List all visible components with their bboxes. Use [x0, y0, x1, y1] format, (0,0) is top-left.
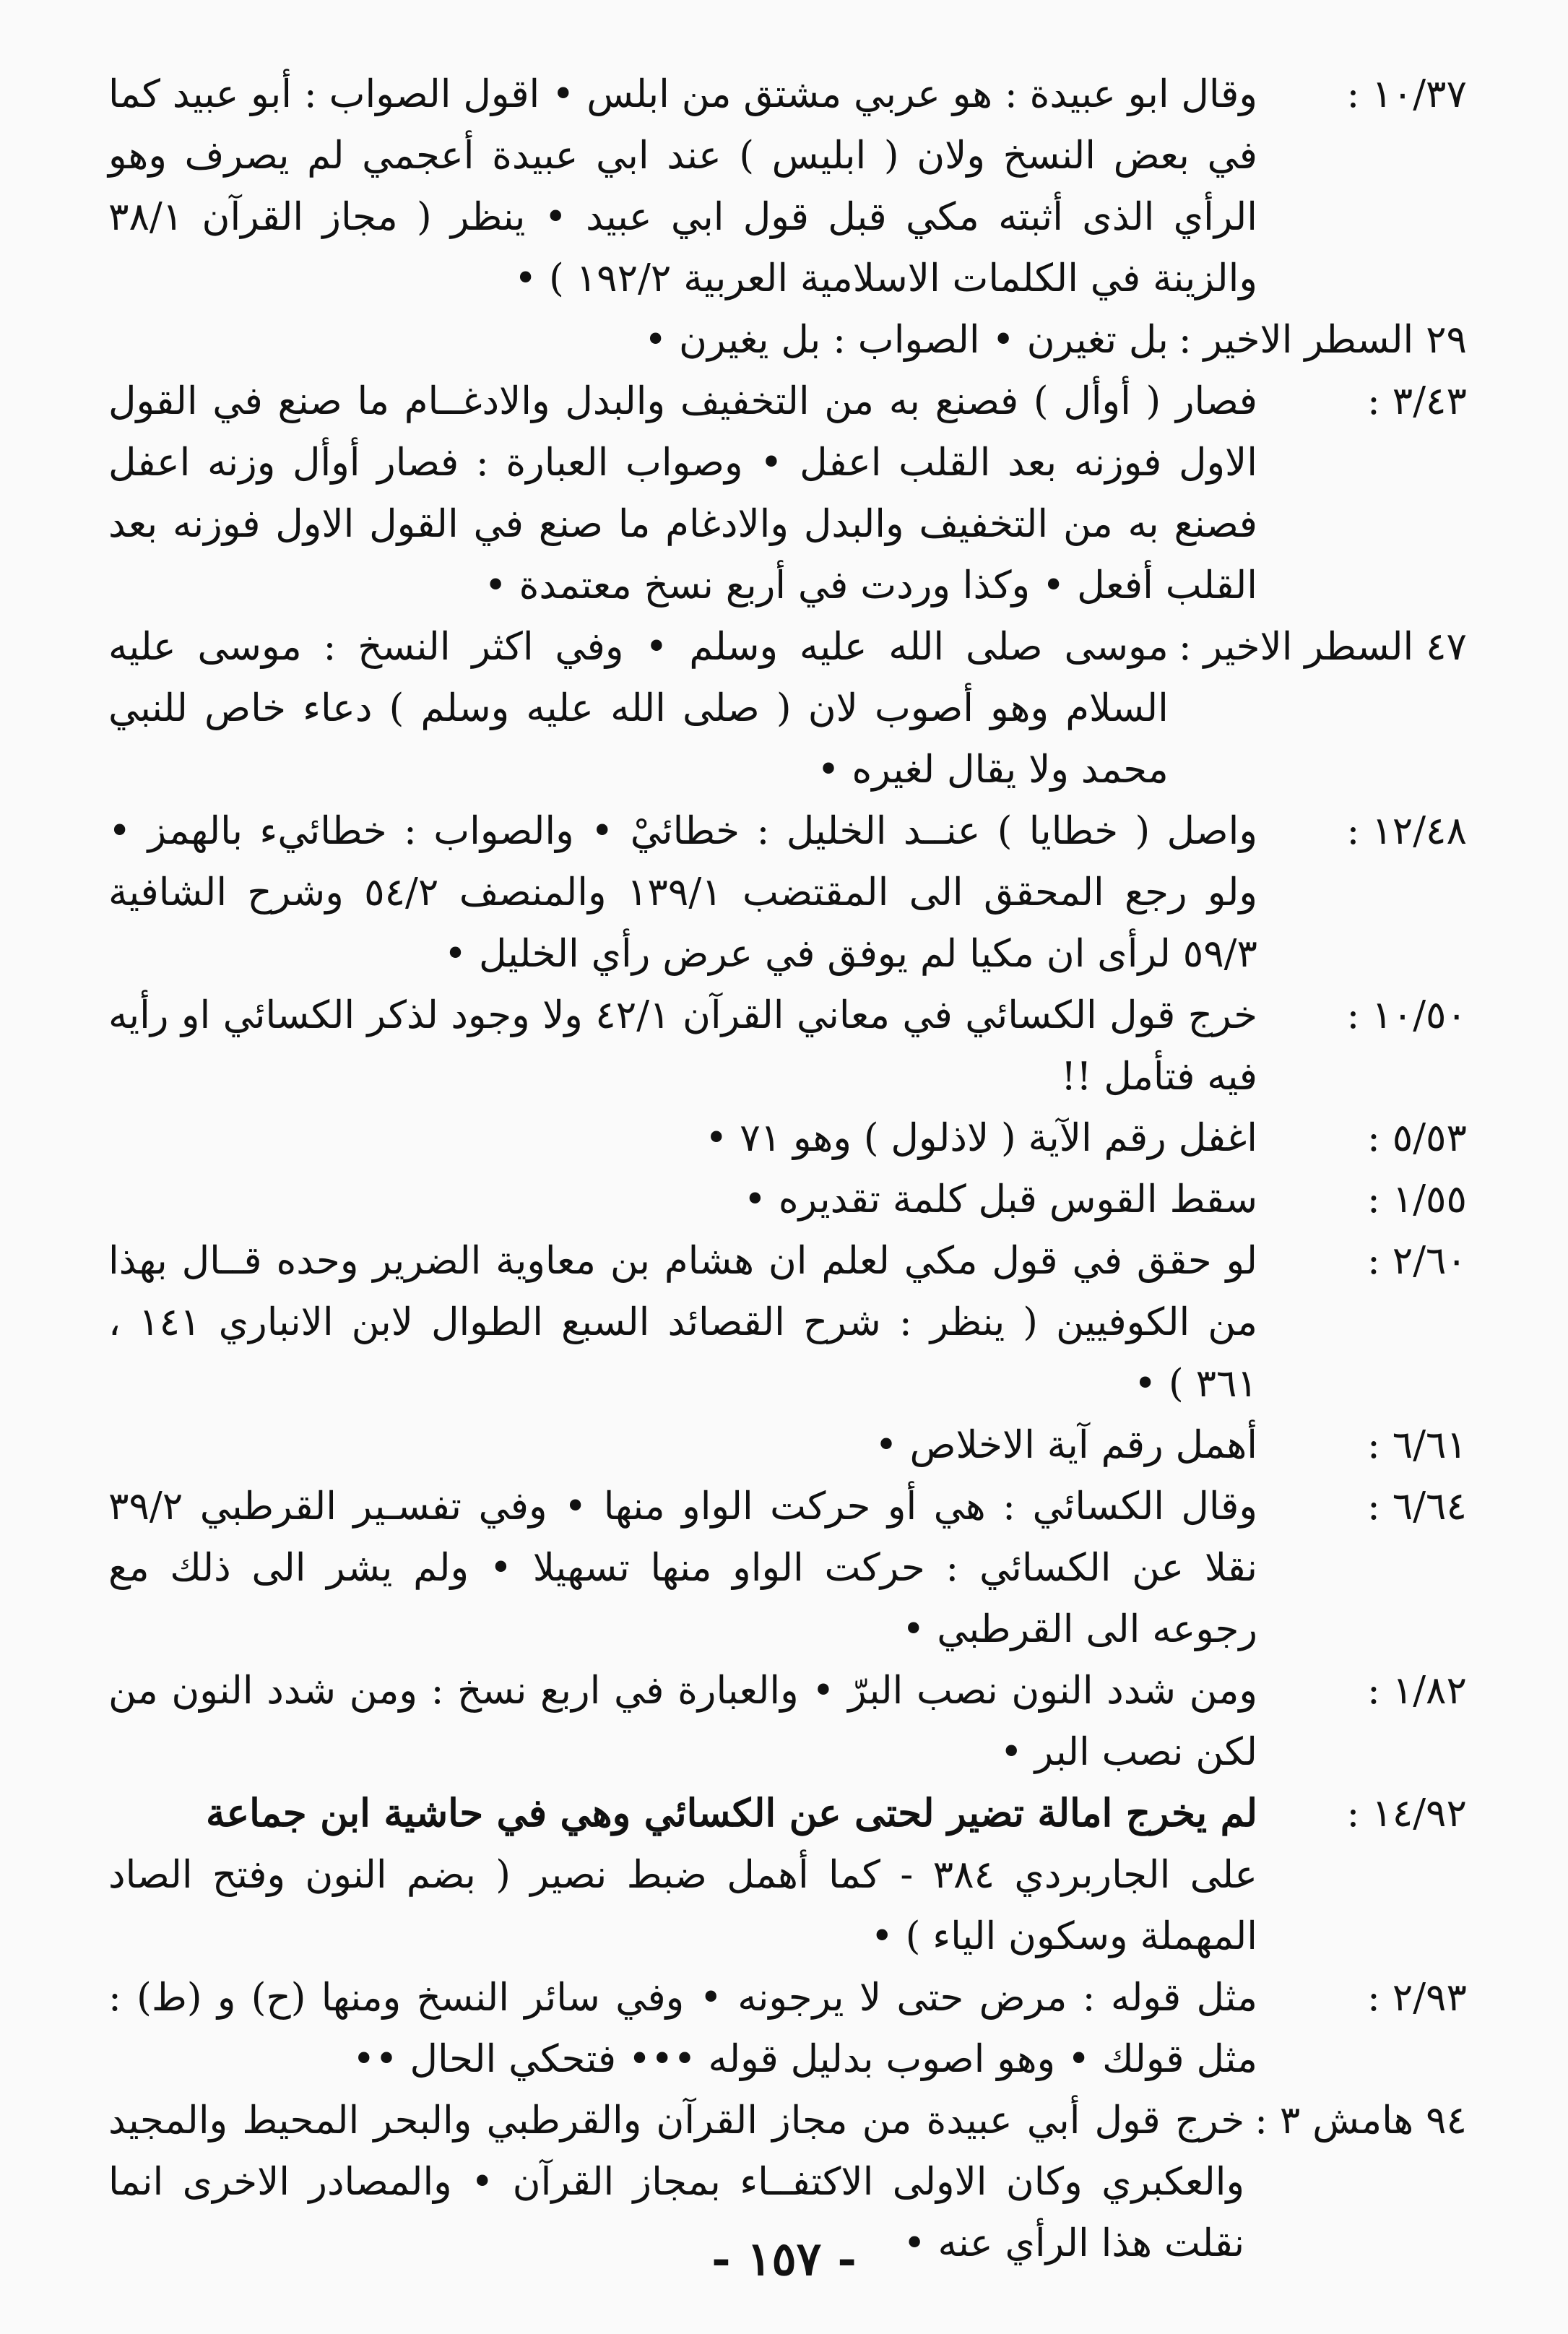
- entry-text: على الجاربردي ٣٨٤ - كما أهمل ضبط نصير ( بضم النون وفتح الصاد المهملة وسكون الياء ) •: [108, 1853, 1257, 1958]
- entry-text: موسى صلى الله عليه وسلم • وفي اكثر النسخ : موسى عليه السلام وهو أصوب لان ( صلى الله عليه وسلم ) دعاء خاص للنبي محمد ولا يقال لغيره •: [108, 625, 1169, 792]
- entry-reference: ٣/٤٣ :: [1367, 379, 1467, 423]
- entry-text: فصار ( أوأل ) فصنع به من التخفيف والبدل والادغــام ما صنع في القول الاول فوزنه بعد القلب اعفل • وصواب العبارة : فصار أوأل وزنه اعفل فصنع به من التخفيف والبدل والادغام ما صنع في القول الاول فوزنه بعد القلب أفعل • وكذا وردت في أربع نسخ معتمدة •: [108, 379, 1257, 608]
- entry-reference: ٥/٥٣ :: [1367, 1116, 1467, 1160]
- entry-reference: ١٠/٥٠ :: [1346, 993, 1467, 1037]
- entry-text: خرج قول الكسائي في معاني القرآن ٤٢/١ ولا وجود لذكر الكسائي او رأيه فيه فتأمل !!: [108, 993, 1257, 1099]
- entry-92-continuation: [108, 1844, 1467, 1967]
- page-number: - ١٥٧ -: [711, 2232, 857, 2286]
- entry-text: لو حقق في قول مكي لعلم ان هشام بن معاوية الضرير وحده قــال بهذا من الكوفيين ( ينظر : شرح القصائد السبع الطوال لابن الانباري ١٤١ ، ٣٦١ ) •: [108, 1239, 1258, 1406]
- entry-61: [108, 1414, 1467, 1476]
- entry-reference: ١٢/٤٨ :: [1346, 809, 1467, 853]
- entry-reference: ٤٧ السطر الاخير :: [1178, 625, 1467, 669]
- entry-reference: ١/٨٢ :: [1367, 1669, 1467, 1713]
- entry-text: واصل ( خطايا ) عنــد الخليل : خطائيْ • والصواب : خطائيء بالهمز • ولو رجع المحقق الى المقتضب ١٣٩/١ والمنصف ٥٤/٢ وشرح الشافية ٥٩/٣ لرأى ان مكيا لم يوفق في عرض رأي الخليل •: [108, 809, 1258, 976]
- entry-text: لم يخرج امالة تضير لحتى عن الكسائي وهي في حاشية ابن جماعة: [206, 1791, 1257, 1836]
- entry-64: [108, 1476, 1467, 1660]
- entry-text: مثل قوله : مرض حتى لا يرجونه • وفي سائر النسخ ومنها (ح) و (ط) : مثل قولك • وهو اصوب بدليل قوله ••• فتحكي الحال ••: [108, 1976, 1257, 2081]
- entry-82: [108, 1660, 1467, 1783]
- entry-reference: ١٤/٩٢ :: [1346, 1791, 1467, 1836]
- entry-text: وقال الكسائي : هي أو حركت الواو منها • وفي تفسـير القرطبي ٣٩/٢ نقلا عن الكسائي : حركت الواو منها تسهيلا • ولم يشر الى ذلك مع رجوعه الى القرطبي •: [108, 1484, 1257, 1651]
- entry-29: [108, 309, 1467, 371]
- entry-text: ومن شدد النون نصب البرّ • والعبارة في اربع نسخ : ومن شدد النون من لكن نصب البر •: [108, 1669, 1257, 1774]
- entry-reference: ١٠/٣٧ :: [1346, 72, 1467, 116]
- entry-reference: ٩٤ هامش ٣ :: [1255, 2099, 1467, 2143]
- entry-55: [108, 1169, 1467, 1230]
- entry-37: [108, 64, 1467, 309]
- entry-48: [108, 800, 1467, 985]
- entry-text: أهمل رقم آية الاخلاص •: [875, 1423, 1257, 1467]
- entry-reference: ٦/٦٤ :: [1367, 1484, 1467, 1529]
- entry-text: اغفل رقم الآية ( لاذلول ) وهو ٧١ •: [705, 1116, 1257, 1160]
- entry-60: [108, 1230, 1467, 1414]
- entry-reference: ٦/٦١ :: [1367, 1423, 1467, 1467]
- entry-reference: ٢/٩٣ :: [1367, 1976, 1467, 2020]
- entry-47: [108, 616, 1467, 800]
- entry-text: بل تغيرن • الصواب : بل يغيرن •: [644, 318, 1169, 362]
- entry-50: [108, 985, 1467, 1107]
- entry-93: [108, 1967, 1467, 2090]
- entry-92: [108, 1783, 1467, 1844]
- entry-reference: ٢/٦٠ :: [1367, 1239, 1467, 1283]
- entry-text: سقط القوس قبل كلمة تقديره •: [743, 1177, 1257, 1222]
- entry-text: خرج قول أبي عبيدة من مجاز القرآن والقرطبي والبحر المحيط والمجيد والعكبري وكان الاولى الاكتفــاء بمجاز القرآن • والمصادر الاخرى انما نقلت هذا الرأي عنه •: [108, 2099, 1245, 2265]
- entry-reference: ٢٩ السطر الاخير :: [1178, 318, 1467, 362]
- entry-53: [108, 1107, 1467, 1169]
- entry-43: [108, 371, 1467, 616]
- entry-reference: ١/٥٥ :: [1367, 1177, 1467, 1222]
- entry-text: وقال ابو عبيدة : هو عربي مشتق من ابلس • اقول الصواب : أبو عبيد كما في بعض النسخ ولان ( ابليس ) عند ابي عبيدة أعجمي لم يصرف وهو الرأي الذى أثبته مكي قبل قول ابي عبيد • ينظر ( مجاز القرآن ٣٨/١ والزينة في الكلمات الاسلامية العربية ١٩٢/٢ ) •: [108, 72, 1257, 301]
